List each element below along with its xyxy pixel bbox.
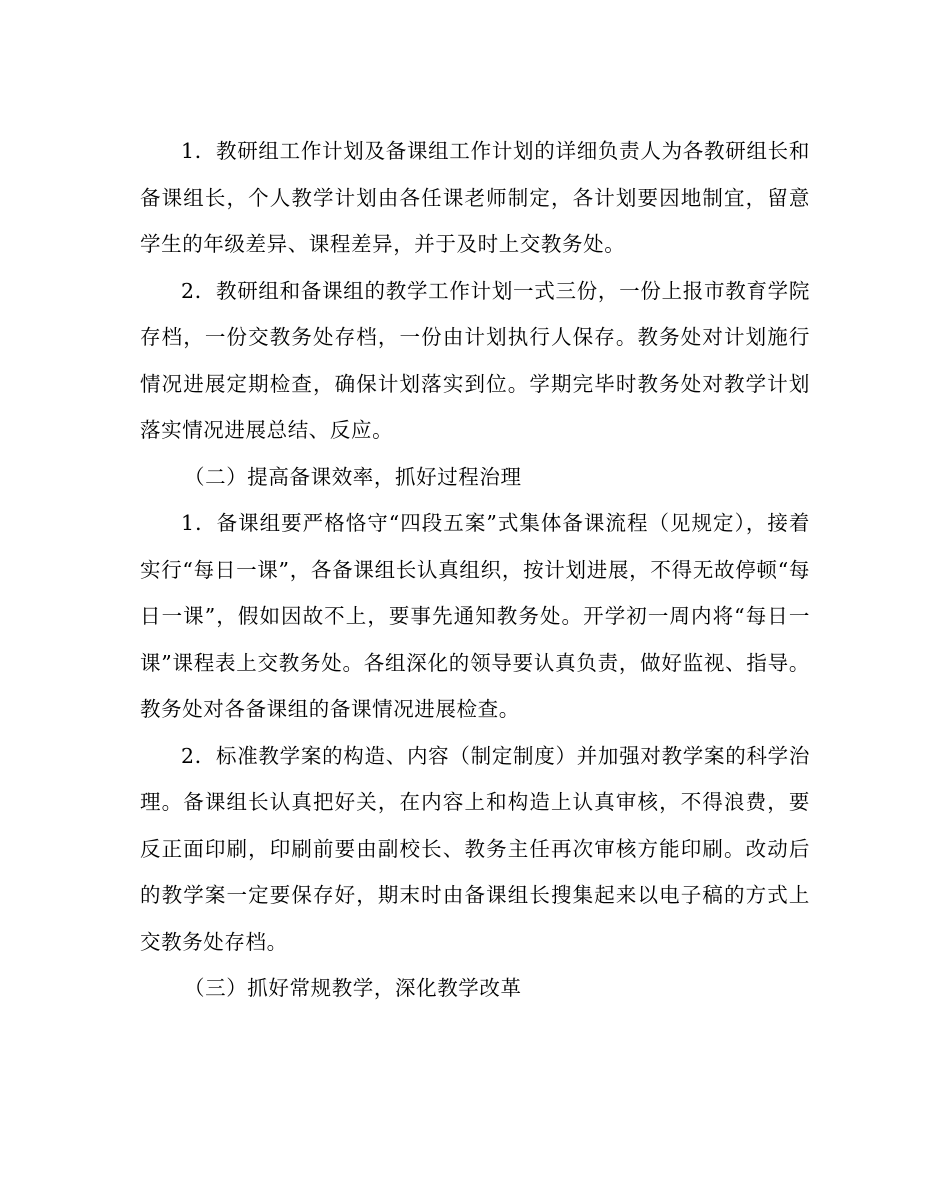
paragraph-plan-responsibility: 1．教研组工作计划及备课组工作计划的详细负责人为各教研组长和备课组长，个人教学计划由各任课老师制定，各计划要因地制宜，留意学生的年级差异、课程差异，并于及时上交教务处。 — [140, 139, 810, 256]
document-body — [140, 128, 810, 1012]
section-heading-routine-teaching: （三）抓好常规教学，深化教学改革 — [184, 976, 522, 1000]
paragraph-plan-copies: 2．教研组和备课组的教学工作计划一式三份，一份上报市教育学院存档，一份交教务处存档，一份由计划执行人保存。教务处对计划施行情况进展定期检查，确保计划落实到位。学期完毕时教务处对教学计划落实情况进展总结、反应。 — [140, 278, 810, 442]
paragraph-teaching-plan-management: 2．标准教学案的构造、内容（制定制度）并加强对教学案的科学治理。备课组长认真把好关，在内容上和构造上认真审核，不得浪费，要反正面印刷，印刷前要由副校长、教务主任再次审核方能印刷。改动后的教学案一定要保存好，期末时由备课组长搜集起来以电子稿的方式上交教务处存档。 — [140, 743, 810, 954]
section-heading-lesson-prep: （二）提高备课效率，抓好过程治理 — [184, 464, 522, 489]
paragraph-collective-prep: 1．备课组要严格恪守“四段五案”式集体备课流程（见规定），接着实行“每日一课”，各备课组长认真组织，按计划进展，不得无故停顿“每日一课”，假如因故不上，要事先通知教务处。开学初一周内将“每日一课”课程表上交教务处。各组深化的领导要认真负责，做好监视、指导。教务处对各备课组的备课情况进展检查。 — [140, 511, 810, 721]
